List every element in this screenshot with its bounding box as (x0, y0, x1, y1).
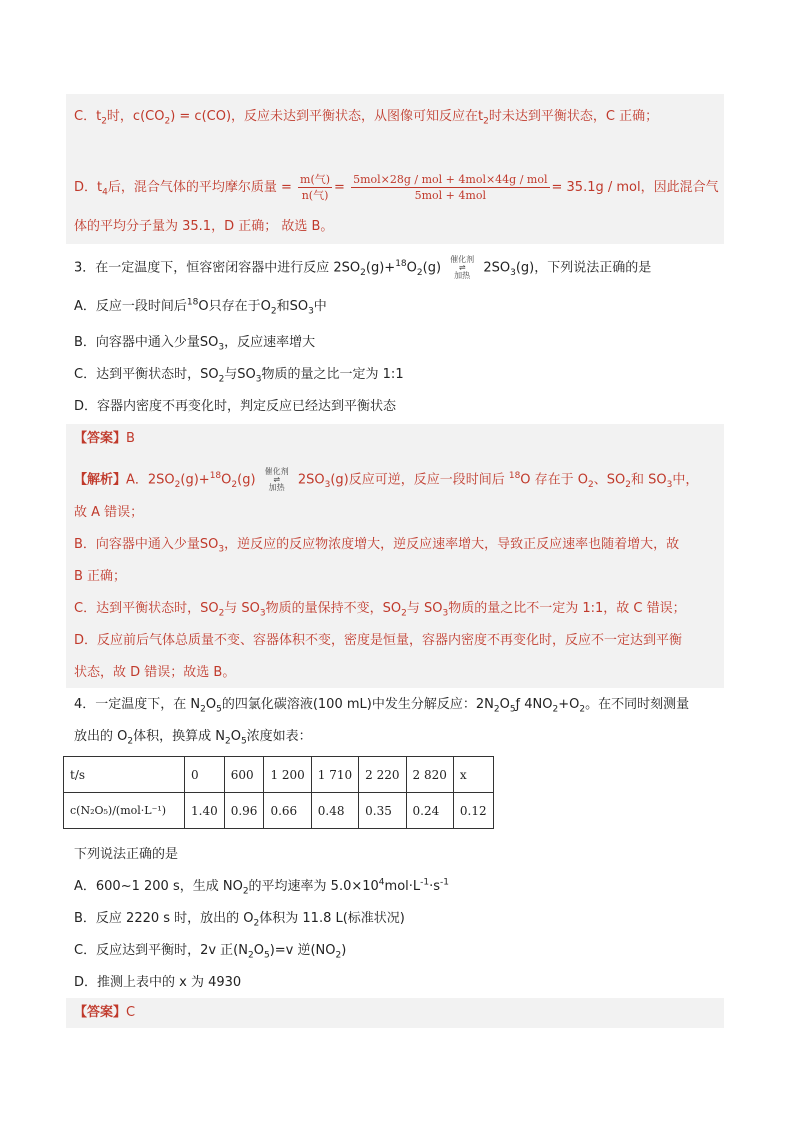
shade-block-q4-answer (66, 998, 724, 1028)
q3-analysis-b-line2: B 正确； (74, 569, 127, 584)
analysis-c-line: C．$t_2$时，$c(CO_2) = c(CO)$，反应未达到平衡状态，从图像可知反应在$t_2$时未达到平衡状态，C 正确； (74, 109, 659, 127)
q3-analysis-b: B．向容器中通入少量$SO_3$，逆反应的反应物浓度增大，逆反应速率增大，导致正反应速率也随着增大，故 (74, 537, 680, 555)
q3-option-c: C．达到平衡状态时，$SO_2$与$SO_3$物质的量之比一定为 1:1 (74, 367, 404, 385)
table-cell: 600 (224, 757, 264, 793)
table-cell: 2 220 (359, 757, 406, 793)
q4-prompt: 下列说法正确的是 (74, 847, 179, 862)
q3-option-d: D．容器内密度不再变化时，判定反应已经达到平衡状态 (74, 399, 397, 414)
q3-analysis-a-line2: 故 A 错误； (74, 505, 144, 520)
table-cell: x (453, 757, 493, 793)
table-cell: 0.12 (453, 793, 493, 829)
q3-stem: 3．在一定温度下，恒容密闭容器中进行反应 $2SO_2(g)+^{18}O_2(g)$ 催化剂 ⇌ 加热 $2SO_3(g)$，下列说法正确的是 (74, 255, 652, 280)
q3-analysis-a: 【解析】A．$2SO_2(g)+^{18}O_2(g)$ 催化剂 ⇌ 加热 $2SO_3(g)$反应可逆，反应一段时间后 $^{18}$O 存在于 $O_2$、$SO_2$和 $SO_3$中， (74, 467, 699, 492)
table-cell: 0.96 (224, 793, 264, 829)
table-cell: 0.35 (359, 793, 406, 829)
reversible-arrow-icon: 催化剂 ⇌ 加热 (264, 467, 289, 492)
analysis-d-line: D．$t_4$后，混合气体的平均摩尔质量 = $\frac{\text{m(气)}}{\text{n(气)}}$ = $\frac{\text{5mol×28g / mol + 4mol×44g / mol}}{\text{5mol + 4mol}}$ = 35.1g / mol，因此混合气 (74, 173, 719, 202)
table-row (64, 793, 494, 829)
reversible-arrow-icon: 催化剂 ⇌ 加热 (450, 255, 475, 280)
table-cell: 0 (185, 757, 225, 793)
table-cell: t/s (64, 757, 185, 793)
q4-stem: 4．一定温度下，在 $N_2O_5$的四氯化碳溶液(100 mL)中发生分解反应：$2N_2O_5ƒ$ $4NO_2+O_2$。在不同时刻测量 (74, 697, 690, 715)
q4-option-b: B．反应 2220 s 时，放出的 $O_2$体积为 11.8 L(标准状况) (74, 911, 405, 929)
q3-option-a: A．反应一段时间后$^{18}$O只存在于$O_2$和$SO_3$中 (74, 297, 327, 317)
fraction-m-over-n: $\frac{\text{m(气)}}{\text{n(气)}}$ (300, 173, 331, 202)
q3-option-b: B．向容器中通入少量$SO_3$，反应速率增大 (74, 335, 316, 353)
table-cell: 1 710 (311, 757, 358, 793)
q3-analysis-c: C．达到平衡状态时，$SO_2$与 $SO_3$物质的量保持不变，$SO_2$与 $SO_3$物质的量之比不一定为 1:1，故 C 错误； (74, 601, 686, 619)
table-row (64, 757, 494, 793)
concentration-table (63, 756, 494, 829)
table-cell: 1 200 (264, 757, 311, 793)
table-cell: 1.40 (185, 793, 225, 829)
q4-option-d: D．推测上表中的 x 为 4930 (74, 975, 242, 990)
table-cell: 0.48 (311, 793, 358, 829)
table-cell: 0.24 (406, 793, 453, 829)
fraction-molar-mass: $\frac{\text{5mol×28g / mol + 4mol×44g / mol}}{\text{5mol + 4mol}}$ (353, 173, 548, 202)
q3-analysis-d-line2: 状态，故 D 错误；故选 B。 (74, 665, 236, 680)
q4-stem-line2: 放出的 $O_2$体积，换算成 $N_2O_5$浓度如表： (74, 729, 312, 747)
table-cell: 2 820 (406, 757, 453, 793)
q3-analysis-d: D．反应前后气体总质量不变、容器体积不变，密度是恒量，容器内密度不再变化时，反应不一定达到平衡 (74, 633, 683, 648)
q4-option-c: C．反应达到平衡时，2v 正$(N_2O_5)=v$ 逆$(NO_2)$ (74, 943, 347, 961)
table-cell: 0.66 (264, 793, 311, 829)
q4-answer: 【答案】C (74, 1005, 136, 1020)
analysis-d-line2: 体的平均分子量为 35.1，D 正确； 故选 B。 (74, 219, 334, 234)
q4-option-a: A．600~1 200 s，生成 $NO_2$的平均速率为 $5.0\times 10^4mol\cdot L^{-1}\cdot s^{-1}$ (74, 877, 450, 897)
q3-answer: 【答案】B (74, 431, 135, 446)
table-cell: c(N₂O₅)/(mol·L⁻¹) (64, 793, 185, 829)
